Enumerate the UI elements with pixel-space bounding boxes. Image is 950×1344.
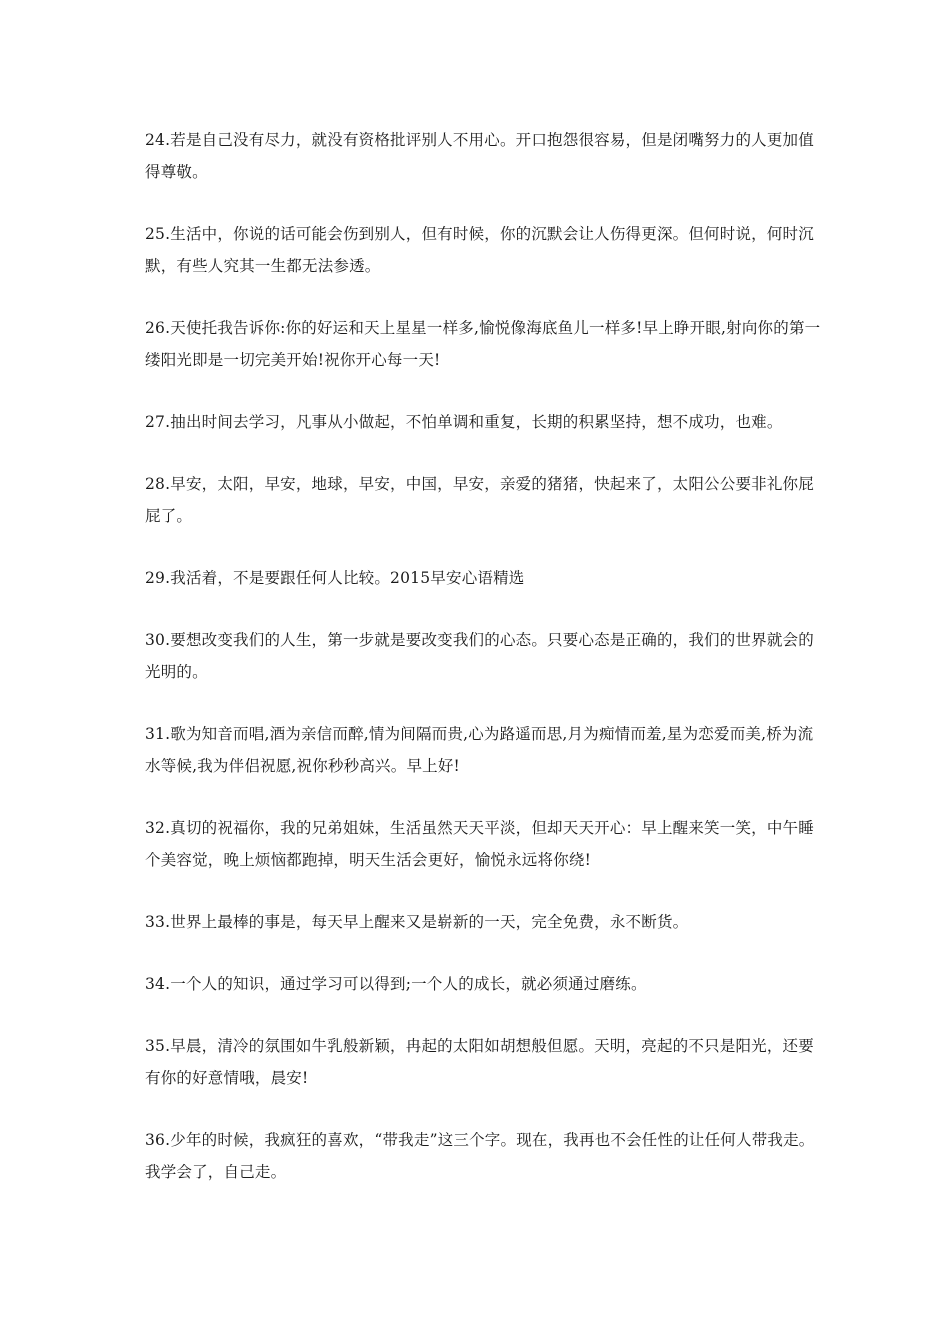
paragraph-24: 24.若是自己没有尽力，就没有资格批评别人不用心。开口抱怨很容易，但是闭嘴努力的人更加值得尊敬。 xyxy=(145,131,814,181)
paragraph-30: 30.要想改变我们的人生，第一步就是要改变我们的心态。只要心态是正确的，我们的世界就会的光明的。 xyxy=(145,631,814,681)
paragraph-28: 28.早安，太阳，早安，地球，早安，中国，早安，亲爱的猪猪，快起来了，太阳公公要非礼你屁屁了。 xyxy=(145,475,814,525)
paragraph-32: 32.真切的祝福你，我的兄弟姐妹，生活虽然天天平淡，但却天天开心：早上醒来笑一笑，中午睡个美容觉，晚上烦恼都跑掉，明天生活会更好，愉悦永远将你绕! xyxy=(145,819,814,869)
paragraph-36: 36.少年的时候，我疯狂的喜欢，“带我走”这三个字。现在，我再也不会任性的让任何人带我走。我学会了，自己走。 xyxy=(145,1131,815,1181)
paragraph-35: 35.早晨，清冷的氛围如牛乳般新颖，冉起的太阳如胡想般但愿。天明，亮起的不只是阳光，还要有你的好意情哦，晨安! xyxy=(145,1037,814,1087)
paragraph-31: 31.歌为知音而唱,酒为亲信而醉,情为间隔而贵,心为路遥而思,月为痴情而羞,星为恋爱而美,桥为流水等候,我为伴侣祝愿,祝你秒秒高兴。早上好! xyxy=(145,725,814,775)
paragraph-25: 25.生活中，你说的话可能会伤到别人，但有时候，你的沉默会让人伤得更深。但何时说，何时沉默，有些人究其一生都无法参透。 xyxy=(145,225,814,275)
paragraph-33: 33.世界上最棒的事是，每天早上醒来又是崭新的一天，完全免费，永不断货。 xyxy=(145,913,689,931)
document-body xyxy=(145,124,825,1218)
paragraph-34: 34.一个人的知识，通过学习可以得到;一个人的成长，就必须通过磨练。 xyxy=(145,975,647,993)
paragraph-26: 26.天使托我告诉你:你的好运和天上星星一样多,愉悦像海底鱼儿一样多!早上睁开眼,射向你的第一缕阳光即是一切完美开始!祝你开心每一天! xyxy=(145,319,821,369)
paragraph-29: 29.我活着，不是要跟任何人比较。2015早安心语精选 xyxy=(145,569,525,587)
paragraph-27: 27.抽出时间去学习，凡事从小做起，不怕单调和重复，长期的积累坚持，想不成功，也难。 xyxy=(145,413,783,431)
